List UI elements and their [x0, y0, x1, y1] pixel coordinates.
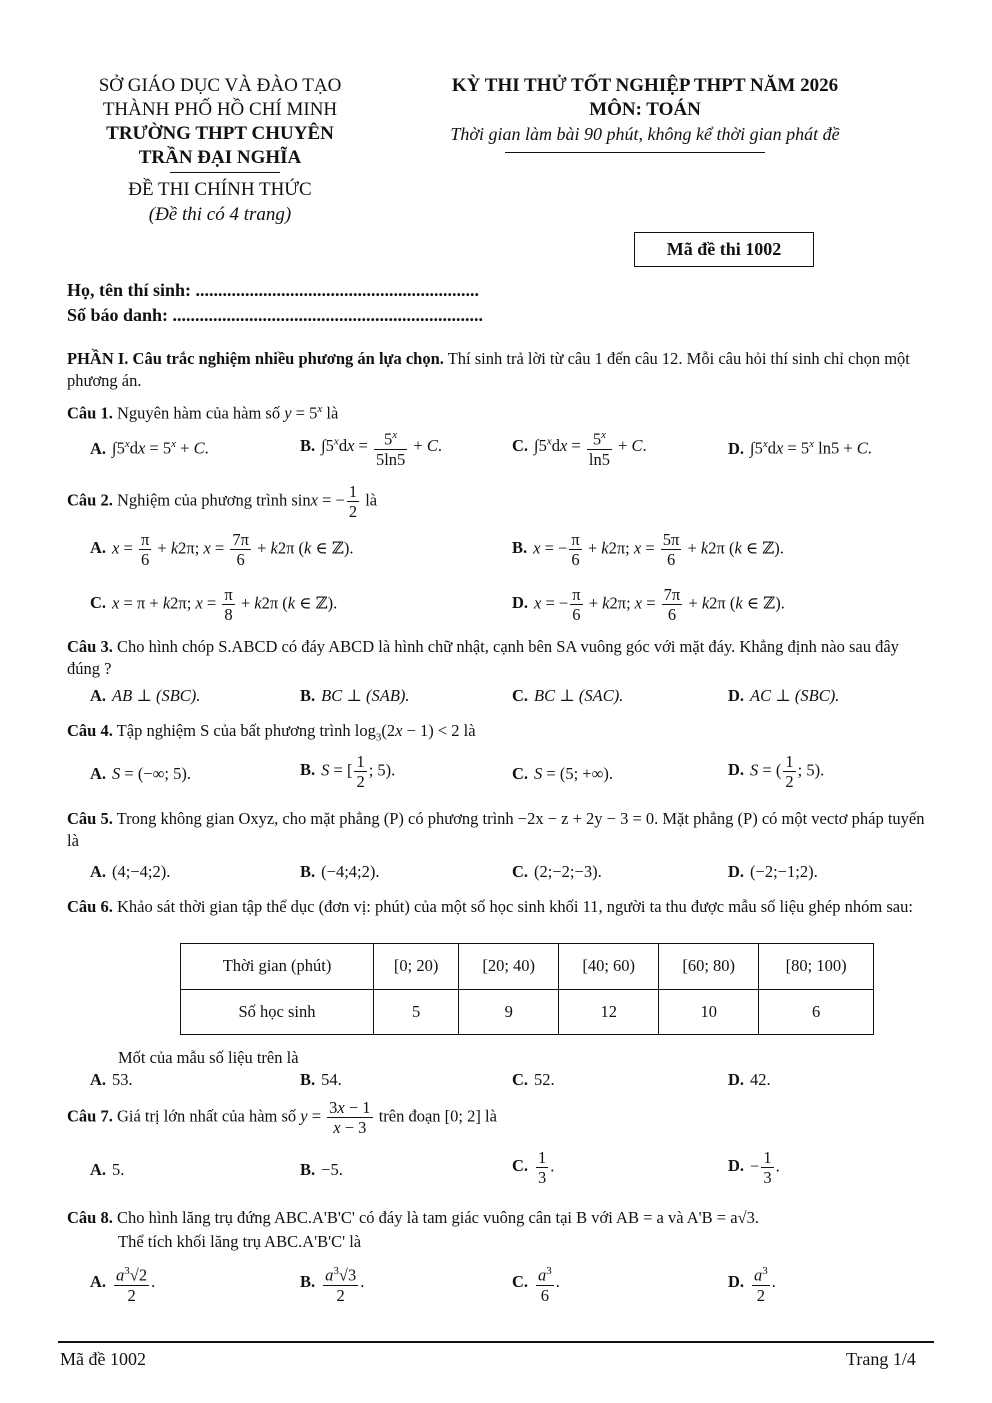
q8-stem-2: Thể tích khối lăng trụ ABC.A'B'C' là	[118, 1232, 362, 1251]
q5-option-a[interactable]: A. (4;−4;2).	[90, 862, 171, 881]
pages-note: (Đề thi có 4 trang)	[148, 204, 292, 225]
q1-option-d[interactable]: D. $\int 5^xdx = 5^x$ ln5 + C.	[728, 438, 872, 458]
q5-option-b[interactable]: B. (−4;4;2).	[300, 862, 380, 881]
q3-option-d[interactable]: D. AC ⊥ (SBC).	[728, 686, 840, 705]
footer-divider	[58, 1341, 934, 1343]
table-cell: [40; 60)	[559, 944, 659, 990]
header-left-underline	[170, 172, 280, 173]
q6-question: Mốt của mẫu số liệu trên là	[118, 1048, 299, 1067]
q6-option-a[interactable]: A. 53.	[90, 1070, 133, 1089]
q6-stem: Câu 6. Khảo sát thời gian tập thể dục (đơn vị: phút) của một số học sinh khối 11, người ta thu được mẫu số liệu ghép nhóm sau:	[67, 897, 913, 916]
table-cell: [80; 100)	[759, 944, 874, 990]
table-cell: Thời gian (phút)	[181, 944, 374, 990]
q3-option-c[interactable]: C. BC ⊥ (SAC).	[512, 686, 624, 705]
q7-option-d[interactable]: D. − $\frac{1}{3}$ .	[728, 1148, 780, 1187]
q8-stem: Câu 8. Cho hình lăng trụ đứng ABC.A'B'C' có đáy là tam giác vuông cân tại B với AB = a và A'B = a√3.	[67, 1208, 759, 1227]
table-header-row	[181, 944, 874, 990]
q7-stem: Câu 7. Giá trị lớn nhất của hàm số y = $\frac{3x - 1}{x - 3}$ trên đoạn [0; 2] là	[67, 1098, 497, 1137]
candidate-id: Số báo danh: .....................................................................	[67, 305, 484, 325]
q8-option-d[interactable]: D. $\frac{a^3}{2}$ .	[728, 1262, 776, 1305]
q2-option-a[interactable]: A. x = $\frac{\pi}{6}$ + k2π; x = $\frac{7\pi}{6}$ + k2π (k ∈ ℤ).	[90, 530, 354, 569]
table-cell: [60; 80)	[659, 944, 759, 990]
part1-heading	[67, 348, 927, 392]
footer-exam-code: Mã đề 1002	[60, 1349, 146, 1369]
exam-title: KỲ THI THỬ TỐT NGHIỆP THPT NĂM 2026	[451, 75, 839, 96]
q1-option-a[interactable]: A. $\int 5^xdx = 5^x + C$.	[90, 438, 209, 458]
q1-stem: Câu 1. Nguyên hàm của hàm số $y = 5^x$ là	[67, 403, 339, 423]
q4-option-d[interactable]: D. S = ( $\frac{1}{2}$ ; 5).	[728, 752, 825, 791]
table-cell: [20; 40)	[459, 944, 559, 990]
q6-option-b[interactable]: B. 54.	[300, 1070, 342, 1089]
q2-option-d[interactable]: D. x = − $\frac{\pi}{6}$ + k2π; x = $\frac{7\pi}{6}$ + k2π (k ∈ ℤ).	[512, 585, 785, 624]
school-name-1: TRƯỜNG THPT CHUYÊN	[106, 123, 334, 144]
table-cell: [0; 20)	[374, 944, 459, 990]
part1-title: PHẦN I. Câu trắc nghiệm nhiều phương án lựa chọn.	[67, 349, 444, 368]
table-cell: Số học sinh	[181, 989, 374, 1035]
q8-option-c[interactable]: C. $\frac{a^3}{6}$ .	[512, 1262, 560, 1305]
q2-option-c[interactable]: C. x = π + k2π; x = $\frac{\pi}{8}$ + k2π (k ∈ ℤ).	[90, 585, 338, 624]
q6-data-table	[180, 943, 874, 1035]
school-name-2: TRẦN ĐẠI NGHĨA	[138, 147, 302, 168]
q5-stem: Câu 5. Trong không gian Oxyz, cho mặt phẳng (P) có phương trình −2x − z + 2y − 3 = 0. Mặt phẳng (P) có một vectơ pháp tuyến là	[67, 809, 925, 850]
q4-option-c[interactable]: C. S = (5; +∞).	[512, 764, 613, 783]
table-cell: 10	[659, 989, 759, 1035]
q8-option-b[interactable]: B. $\frac{a^3√3}{2}$ .	[300, 1262, 364, 1305]
dept-name: SỞ GIÁO DỤC VÀ ĐÀO TẠO	[98, 75, 342, 96]
city-name: THÀNH PHỐ HỒ CHÍ MINH	[102, 99, 338, 120]
q5-option-c[interactable]: C. (2;−2;−3).	[512, 862, 602, 881]
q1-option-c[interactable]: C. $\int 5^xdx$ = $\frac{5^x}{\ln 5}$ + C.	[512, 426, 647, 469]
q8-option-a[interactable]: A. $\frac{a^3√2}{2}$ .	[90, 1262, 155, 1305]
table-cell: 6	[759, 989, 874, 1035]
table-row	[181, 989, 874, 1035]
q4-stem: Câu 4. Tập nghiệm S của bất phương trình $\log_3(2x - 1) < 2$ là	[67, 721, 476, 744]
q7-option-c[interactable]: C. $\frac{1}{3}$ .	[512, 1148, 555, 1187]
table-cell: 12	[559, 989, 659, 1035]
q3-stem: Câu 3. Cho hình chóp S.ABCD có đáy ABCD là hình chữ nhật, cạnh bên SA vuông góc với mặt đáy. Khẳng định nào sau đây đúng ?	[67, 637, 899, 678]
exam-code-box: Mã đề thi 1002	[634, 232, 814, 267]
part1-instruction: Thí sinh trả lời từ câu 1 đến câu 12. Mỗi câu hỏi thí sinh chỉ chọn một phương án.	[67, 349, 910, 390]
q4-option-b[interactable]: B. S = [ $\frac{1}{2}$ ; 5).	[300, 752, 396, 791]
table-cell: 5	[374, 989, 459, 1035]
footer-page-number: Trang 1/4	[846, 1349, 916, 1369]
q2-option-b[interactable]: B. x = − $\frac{\pi}{6}$ + k2π; x = $\frac{5\pi}{6}$ + k2π (k ∈ ℤ).	[512, 530, 784, 569]
table-cell: 9	[459, 989, 559, 1035]
q6-option-d[interactable]: D. 42.	[728, 1070, 771, 1089]
q2-stem: Câu 2. Nghiệm của phương trình sinx = − $\frac{1}{2}$ là	[67, 482, 378, 521]
q6-option-c[interactable]: C. 52.	[512, 1070, 555, 1089]
header-right-underline	[505, 152, 765, 153]
subject: MÔN: TOÁN	[589, 99, 701, 120]
time-note: Thời gian làm bài 90 phút, không kể thời gian phát đề	[450, 124, 840, 144]
q4-option-a[interactable]: A. S = (−∞; 5).	[90, 764, 191, 783]
q3-option-b[interactable]: B. BC ⊥ (SAB).	[300, 686, 410, 705]
q5-option-d[interactable]: D. (−2;−1;2).	[728, 862, 818, 881]
q3-option-a[interactable]: A. AB ⊥ (SBC).	[90, 686, 201, 705]
candidate-name: Họ, tên thí sinh: ...............................................................	[67, 280, 480, 300]
header-left	[60, 74, 380, 170]
q7-option-b[interactable]: B. −5.	[300, 1160, 343, 1179]
q1-option-b[interactable]: B. $\int 5^xdx$ = $\frac{5^x}{5\ln 5}$ + C.	[300, 426, 442, 469]
q7-option-a[interactable]: A. 5.	[90, 1160, 125, 1179]
official-label: ĐỀ THI CHÍNH THỨC	[128, 179, 312, 200]
